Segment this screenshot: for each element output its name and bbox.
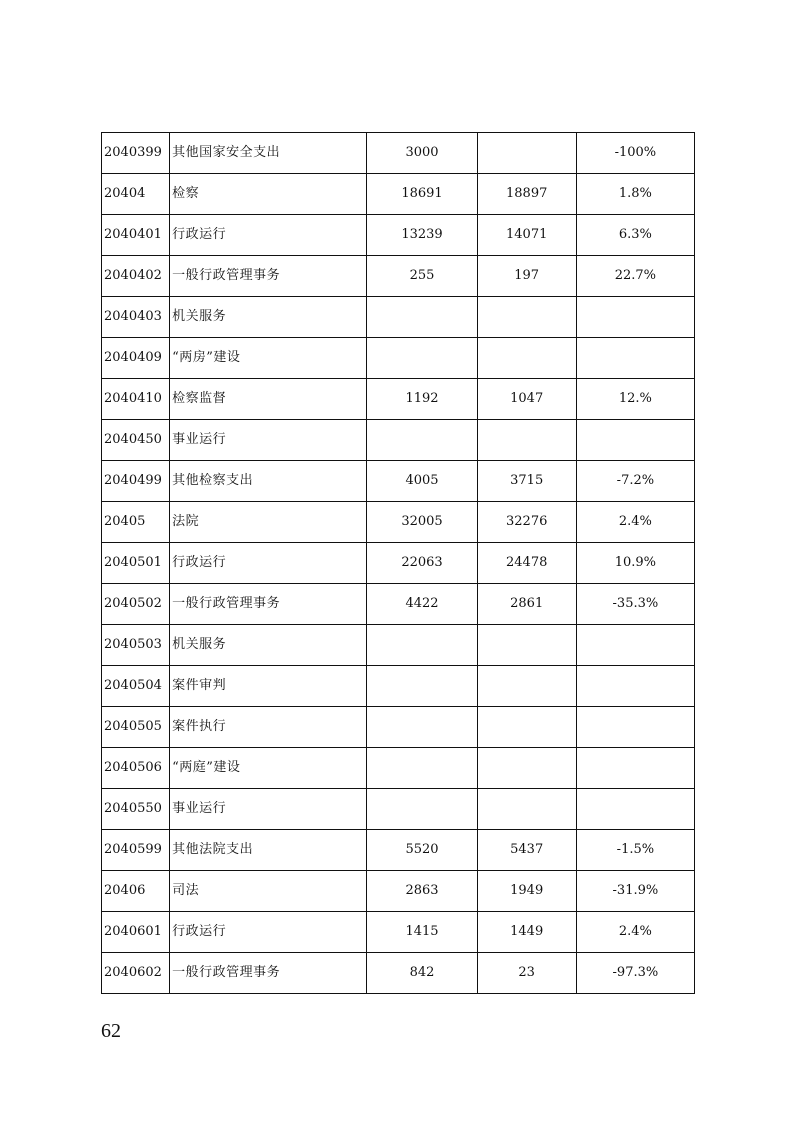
change-percent-cell: -35.3% xyxy=(576,584,694,625)
change-percent-cell: 6.3% xyxy=(576,215,694,256)
change-percent-cell: 1.8% xyxy=(576,174,694,215)
item-code-cell: 2040401 xyxy=(102,215,170,256)
item-code-cell: 2040506 xyxy=(102,748,170,789)
change-percent-cell xyxy=(576,789,694,830)
item-name-cell: 其他检察支出 xyxy=(170,461,367,502)
change-percent-cell: 10.9% xyxy=(576,543,694,584)
table-row xyxy=(102,789,695,830)
item-code-cell: 2040409 xyxy=(102,338,170,379)
amount-a-cell: 1192 xyxy=(367,379,477,420)
table-row xyxy=(102,174,695,215)
amount-b-cell xyxy=(477,666,576,707)
amount-a-cell: 22063 xyxy=(367,543,477,584)
item-code-cell: 2040502 xyxy=(102,584,170,625)
change-percent-cell xyxy=(576,625,694,666)
table-row xyxy=(102,666,695,707)
table-row xyxy=(102,707,695,748)
item-name-cell: “两房”建设 xyxy=(170,338,367,379)
table-row xyxy=(102,502,695,543)
amount-a-cell: 18691 xyxy=(367,174,477,215)
amount-b-cell: 5437 xyxy=(477,830,576,871)
table-row xyxy=(102,133,695,174)
item-code-cell: 2040399 xyxy=(102,133,170,174)
change-percent-cell xyxy=(576,666,694,707)
item-code-cell: 2040410 xyxy=(102,379,170,420)
amount-a-cell: 3000 xyxy=(367,133,477,174)
amount-b-cell xyxy=(477,133,576,174)
item-name-cell: 其他国家安全支出 xyxy=(170,133,367,174)
item-code-cell: 2040504 xyxy=(102,666,170,707)
table-row xyxy=(102,461,695,502)
amount-b-cell: 197 xyxy=(477,256,576,297)
amount-b-cell xyxy=(477,789,576,830)
amount-a-cell: 842 xyxy=(367,953,477,994)
amount-b-cell: 18897 xyxy=(477,174,576,215)
item-name-cell: 检察监督 xyxy=(170,379,367,420)
table-row xyxy=(102,379,695,420)
change-percent-cell xyxy=(576,748,694,789)
budget-table xyxy=(101,132,695,994)
table-row xyxy=(102,912,695,953)
amount-b-cell: 1449 xyxy=(477,912,576,953)
change-percent-cell xyxy=(576,297,694,338)
item-code-cell: 2040503 xyxy=(102,625,170,666)
change-percent-cell: -97.3% xyxy=(576,953,694,994)
amount-a-cell xyxy=(367,748,477,789)
item-name-cell: 案件执行 xyxy=(170,707,367,748)
amount-a-cell: 5520 xyxy=(367,830,477,871)
item-code-cell: 2040402 xyxy=(102,256,170,297)
item-code-cell: 2040403 xyxy=(102,297,170,338)
table-row xyxy=(102,871,695,912)
item-code-cell: 2040499 xyxy=(102,461,170,502)
table-row xyxy=(102,830,695,871)
amount-a-cell: 4005 xyxy=(367,461,477,502)
amount-b-cell: 3715 xyxy=(477,461,576,502)
change-percent-cell: 2.4% xyxy=(576,912,694,953)
amount-b-cell xyxy=(477,707,576,748)
amount-a-cell: 4422 xyxy=(367,584,477,625)
change-percent-cell xyxy=(576,707,694,748)
amount-b-cell: 2861 xyxy=(477,584,576,625)
change-percent-cell: -100% xyxy=(576,133,694,174)
amount-a-cell xyxy=(367,420,477,461)
item-code-cell: 20405 xyxy=(102,502,170,543)
amount-a-cell: 1415 xyxy=(367,912,477,953)
amount-a-cell xyxy=(367,789,477,830)
amount-b-cell xyxy=(477,338,576,379)
item-name-cell: 行政运行 xyxy=(170,215,367,256)
amount-a-cell xyxy=(367,666,477,707)
table-row xyxy=(102,543,695,584)
amount-b-cell: 1949 xyxy=(477,871,576,912)
amount-a-cell: 255 xyxy=(367,256,477,297)
item-name-cell: “两庭”建设 xyxy=(170,748,367,789)
amount-a-cell: 32005 xyxy=(367,502,477,543)
table-row xyxy=(102,215,695,256)
item-code-cell: 2040601 xyxy=(102,912,170,953)
item-name-cell: 检察 xyxy=(170,174,367,215)
change-percent-cell: -7.2% xyxy=(576,461,694,502)
item-code-cell: 2040505 xyxy=(102,707,170,748)
amount-b-cell: 32276 xyxy=(477,502,576,543)
item-code-cell: 2040602 xyxy=(102,953,170,994)
amount-b-cell xyxy=(477,420,576,461)
amount-b-cell xyxy=(477,625,576,666)
item-name-cell: 其他法院支出 xyxy=(170,830,367,871)
item-code-cell: 2040599 xyxy=(102,830,170,871)
amount-a-cell xyxy=(367,625,477,666)
table-row xyxy=(102,953,695,994)
amount-b-cell: 23 xyxy=(477,953,576,994)
change-percent-cell xyxy=(576,420,694,461)
amount-a-cell: 2863 xyxy=(367,871,477,912)
page-number: 62 xyxy=(101,1020,121,1042)
amount-a-cell xyxy=(367,297,477,338)
item-code-cell: 20406 xyxy=(102,871,170,912)
table-row xyxy=(102,748,695,789)
table-row xyxy=(102,420,695,461)
amount-a-cell: 13239 xyxy=(367,215,477,256)
amount-a-cell xyxy=(367,707,477,748)
item-name-cell: 行政运行 xyxy=(170,912,367,953)
amount-b-cell: 24478 xyxy=(477,543,576,584)
amount-b-cell: 14071 xyxy=(477,215,576,256)
change-percent-cell: -1.5% xyxy=(576,830,694,871)
item-name-cell: 事业运行 xyxy=(170,420,367,461)
table-row xyxy=(102,338,695,379)
table-row xyxy=(102,297,695,338)
item-code-cell: 20404 xyxy=(102,174,170,215)
item-name-cell: 案件审判 xyxy=(170,666,367,707)
amount-b-cell xyxy=(477,748,576,789)
item-name-cell: 行政运行 xyxy=(170,543,367,584)
amount-b-cell xyxy=(477,297,576,338)
item-name-cell: 机关服务 xyxy=(170,297,367,338)
change-percent-cell xyxy=(576,338,694,379)
amount-a-cell xyxy=(367,338,477,379)
change-percent-cell: -31.9% xyxy=(576,871,694,912)
table-row xyxy=(102,256,695,297)
item-name-cell: 司法 xyxy=(170,871,367,912)
item-name-cell: 一般行政管理事务 xyxy=(170,256,367,297)
item-code-cell: 2040550 xyxy=(102,789,170,830)
table-row xyxy=(102,625,695,666)
item-code-cell: 2040450 xyxy=(102,420,170,461)
item-name-cell: 一般行政管理事务 xyxy=(170,953,367,994)
amount-b-cell: 1047 xyxy=(477,379,576,420)
item-code-cell: 2040501 xyxy=(102,543,170,584)
change-percent-cell: 12.% xyxy=(576,379,694,420)
item-name-cell: 法院 xyxy=(170,502,367,543)
item-name-cell: 机关服务 xyxy=(170,625,367,666)
table-row xyxy=(102,584,695,625)
table-body xyxy=(102,133,695,994)
change-percent-cell: 22.7% xyxy=(576,256,694,297)
item-name-cell: 一般行政管理事务 xyxy=(170,584,367,625)
item-name-cell: 事业运行 xyxy=(170,789,367,830)
change-percent-cell: 2.4% xyxy=(576,502,694,543)
